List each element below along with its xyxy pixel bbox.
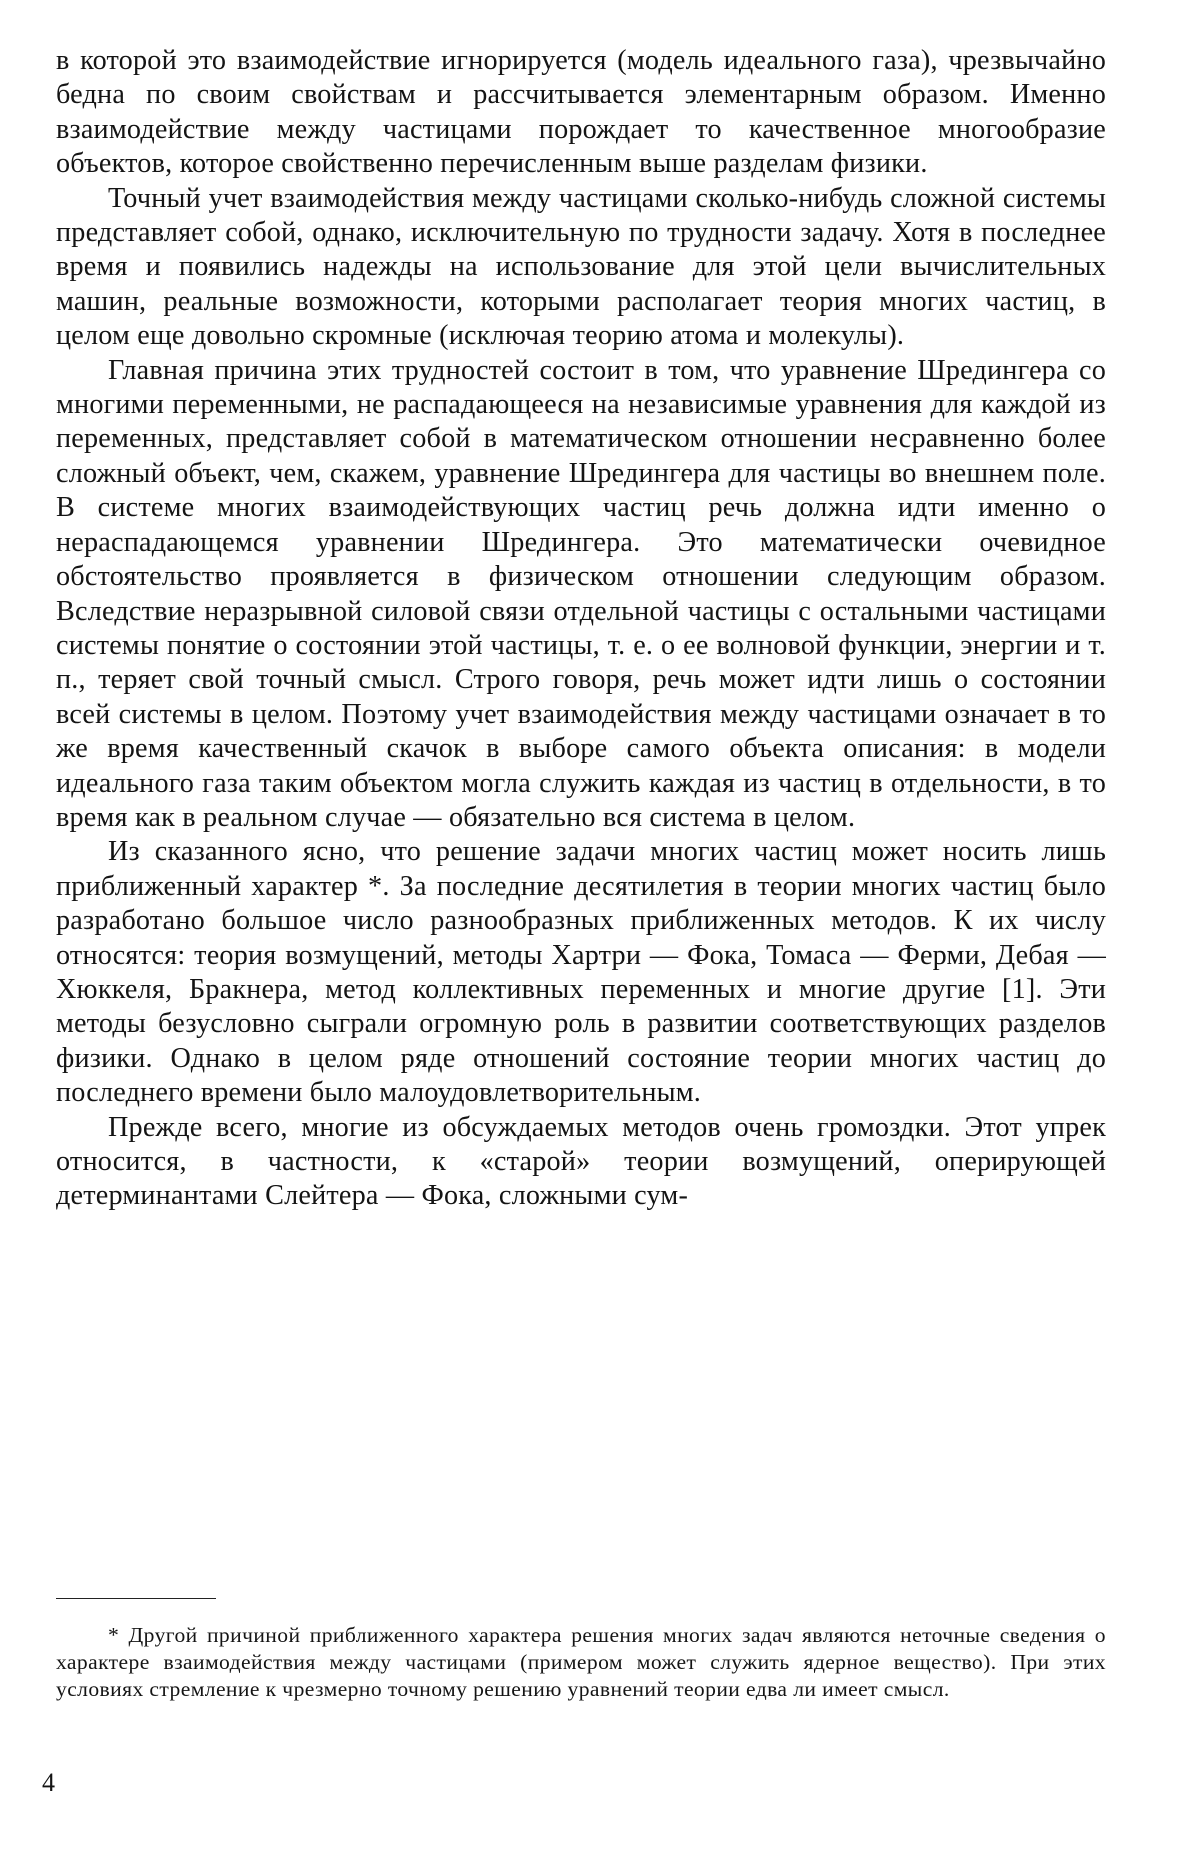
- paragraph-3: Главная причина этих трудностей состоит в том, что уравнение Шредингера со многими переменными, не распадающееся на независимые уравнения для каждой из переменных, представляет собой в математическом отношении несравненно более сложный объект, чем, скажем, уравнение Шредингера для частицы во внешнем поле. В системе многих взаимодействующих частиц речь должна идти именно о нераспадающемся уравнении Шредингера. Это математически очевидное обстоятельство проявляется в физическом отношении следующим образом. Вследствие неразрывной силовой связи отдельной частицы с остальными частицами системы понятие о состоянии этой частицы, т. е. о ее волновой функции, энергии и т. п., теряет свой точный смысл. Строго говоря, речь может идти лишь о состоянии всей системы в целом. Поэтому учет взаимодействия между частицами означает в то же время качественный скачок в выборе самого объекта описания: в модели идеального газа таким объектом могла служить каждая из частиц в отдельности, в то время как в реальном случае — обязательно вся система в целом.: [56, 354, 1106, 833]
- paragraph-4: Из сказанного ясно, что решение задачи многих частиц может носить лишь приближенный характер *. За последние десятилетия в теории многих частиц было разработано большое число разнообразных приближенных методов. К их числу относятся: теория возмущений, методы Хартри — Фока, Томаса — Ферми, Дебая — Хюккеля, Бракнера, метод коллективных переменных и многие другие [1]. Эти методы безусловно сыграли огромную роль в развитии соответствующих разделов физики. Однако в целом ряде отношений состояние теории многих частиц до последнего времени было малоудовлетворительным.: [56, 836, 1106, 1109]
- page-number: 4: [42, 1768, 55, 1797]
- footnote-divider: [56, 1598, 216, 1599]
- footnote: * Другой причиной приближенного характера решения многих задач являются неточные сведения о характере взаимодействия между частицами (примером может служить ядерное вещество). При этих условиях стремление к чрезмерно точному решению уравнений теории едва ли имеет смысл.: [56, 1623, 1106, 1702]
- paragraph-2: Точный учет взаимодействия между частицами сколько-нибудь сложной системы представляет собой, однако, исключительную по трудности задачу. Хотя в последнее время и появились надежды на использование для этой цели вычислительных машин, реальные возможности, которыми располагает теория многих частиц, в целом еще довольно скромные (исключая теорию атома и молекулы).: [56, 182, 1106, 352]
- paragraph-5: Прежде всего, многие из обсуждаемых методов очень громоздки. Этот упрек относится, в частности, к «старой» теории возмущений, оперирующей детерминантами Слейтера — Фока, сложными сум-: [56, 1111, 1106, 1212]
- main-text: [56, 44, 1106, 1214]
- paragraph-1: в которой это взаимодействие игнорируется (модель идеального газа), чрезвычайно бедна по своим свойствам и рассчитывается элементарным образом. Именно взаимодействие между частицами порождает то качественное многообразие объектов, которое свойственно перечисленным выше разделам физики.: [56, 45, 1106, 180]
